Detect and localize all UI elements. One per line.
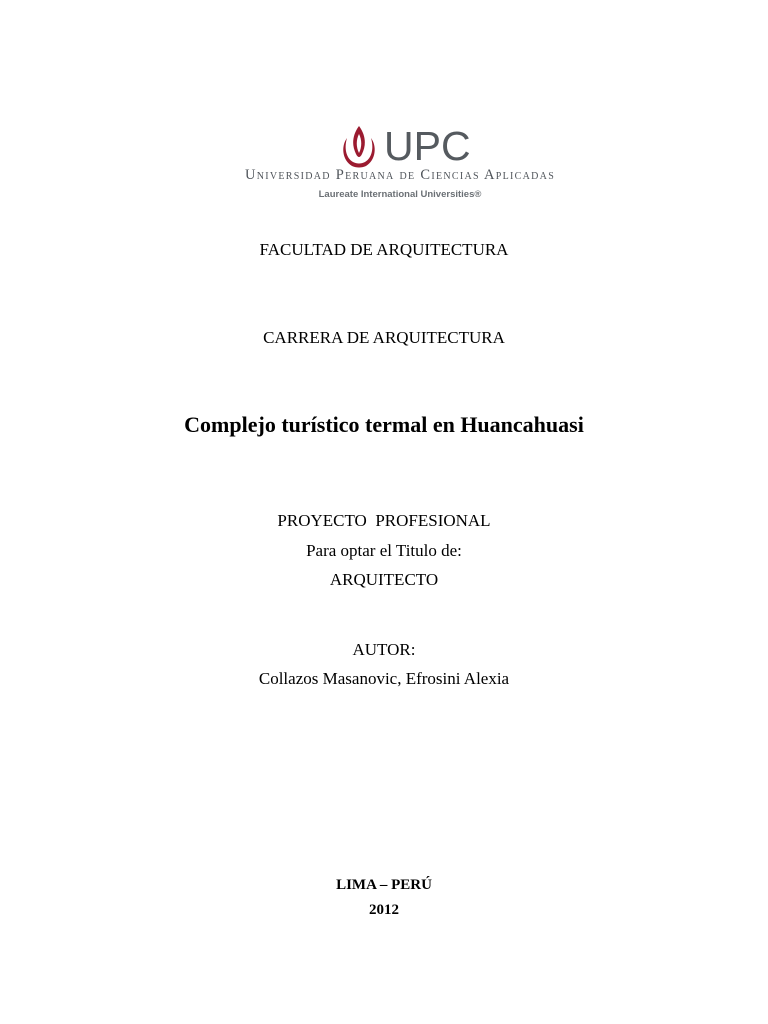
year: 2012 xyxy=(369,902,399,918)
project-purpose: Para optar el Titulo de: xyxy=(306,541,462,560)
university-name: Universidad Peruana de Ciencias Aplicadas xyxy=(244,167,556,183)
thesis-title: Complejo turístico termal en Huancahuasi xyxy=(184,412,584,437)
logo-wordmark: UPC xyxy=(384,123,471,169)
upc-seal-icon xyxy=(338,124,380,172)
network-name: Laureate International Universities® xyxy=(318,189,482,200)
program-heading: CARRERA DE ARQUITECTURA xyxy=(263,328,505,347)
author-name: Collazos Masanovic, Efrosini Alexia xyxy=(258,669,510,688)
project-type: PROYECTO PROFESIONAL xyxy=(277,511,491,530)
faculty-heading: FACULTAD DE ARQUITECTURA xyxy=(259,240,509,259)
place: LIMA – PERÚ xyxy=(336,877,432,893)
author-label: AUTOR: xyxy=(352,640,416,659)
university-logo xyxy=(0,118,768,208)
degree-name: ARQUITECTO xyxy=(329,570,439,589)
